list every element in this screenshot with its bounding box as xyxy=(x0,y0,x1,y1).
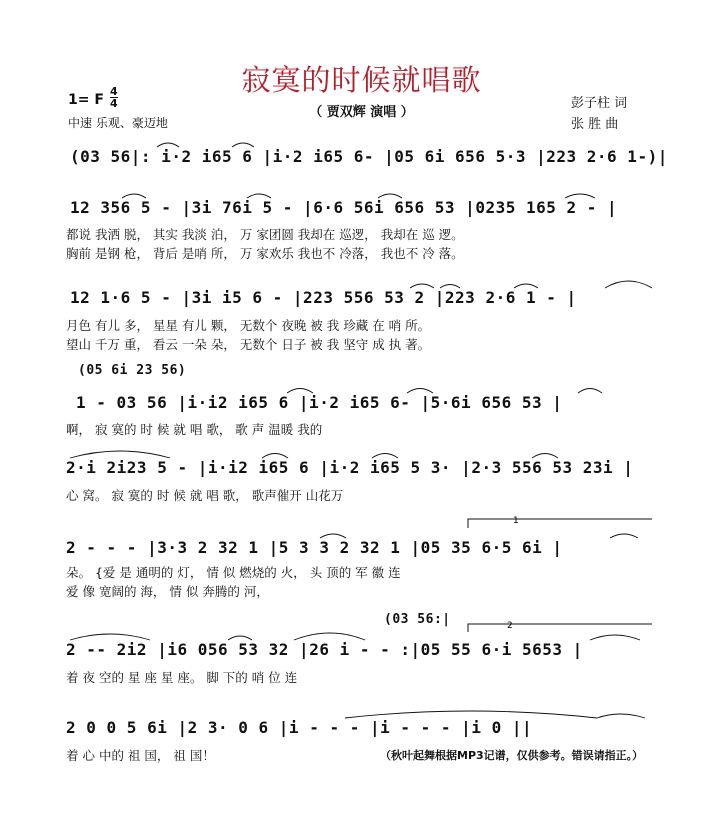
score-row-5-notes: 2·i 2i23 5 - |i·i2 i65 6 |i·2 i65 5 3· |2·3 556 53 23i | xyxy=(66,458,634,477)
performer-line: （ 贾双辉 演唱 ） xyxy=(309,105,414,120)
slur xyxy=(605,281,652,288)
volta-1-bracket xyxy=(468,519,652,528)
score-row-7-lyric-1: 着 夜 空的 星 座 星 座。 脚 下的 哨 位 连 xyxy=(66,670,298,685)
tempo-marking: 中速 乐观、豪迈地 xyxy=(68,116,168,130)
score-row-6-lyric-1: 朵。 {爱 是 通明的 灯， 情 似 燃烧的 火， 头 顶的 军 徽 连 xyxy=(66,565,401,580)
score-row-2-lyric-1: 都说 我洒 脱， 其实 我淡 泊， 万 家团圆 我却在 巡逻， 我却在 巡 逻。 xyxy=(66,227,464,242)
slur xyxy=(70,451,170,458)
composer-credit: 张 胜 曲 xyxy=(571,117,619,132)
score-row-6-lyric-2: 爱 像 宽阔的 海， 情 似 奔腾的 河， xyxy=(66,584,269,599)
score-row-4-intro: (05 6i 23 56) xyxy=(78,363,187,378)
slur xyxy=(294,633,365,640)
volta-2-bracket xyxy=(468,624,652,632)
score-row-1-notes: (03 56|: i·2 i65 6 |i·2 i65 6- |05 6i 656 5·3 |223 2·6 1-)| xyxy=(70,147,668,166)
slur xyxy=(597,714,645,718)
score-row-7-repeat-note: (03 56:| xyxy=(384,612,451,627)
volta-brackets xyxy=(468,519,652,632)
slur xyxy=(590,635,640,640)
score-row-2-notes: 12 356 5 - |3i 76i 5 - |6·6 56i 656 53 |0235 165 2 - | xyxy=(70,198,618,217)
time-signature-top: 4 xyxy=(110,85,118,98)
slur xyxy=(610,534,638,538)
score-row-8-notes: 2 0 0 5 6i |2 3· 0 6 |i - - - |i - - - |i 0 || xyxy=(66,718,533,737)
score-row-2-lyric-2: 胸前 是钢 枪， 背后 是哨 所， 万 家欢乐 我也不 冷落， 我也不 冷 落。 xyxy=(66,246,464,261)
lyricist-credit: 彭子柱 词 xyxy=(571,96,628,111)
slur xyxy=(578,389,602,394)
score-row-3-lyric-1: 月色 有儿 多， 星星 有儿 颗， 无数个 夜晚 被 我 珍藏 在 哨 所。 xyxy=(66,318,431,333)
score-row-8-lyric-1: 着 心 中的 祖 国， 祖 国！ xyxy=(66,748,215,763)
slur xyxy=(345,711,597,718)
time-signature-bottom: 4 xyxy=(110,97,118,110)
score-row-5-lyric-1: 心 窝。 寂 寞的 时 候 就 唱 歌， 歌声催开 山花万 xyxy=(66,488,344,503)
key-signature: 1= F xyxy=(68,92,104,108)
score-row-4-notes: 1 - 03 56 |i·i2 i65 6 |i·2 i65 6- |5·6i 656 53 | xyxy=(76,393,563,412)
score-row-6-notes: 2 - - - |3·3 2 32 1 |5 3 3 2 32 1 |05 35 6·5 6i | xyxy=(66,538,563,557)
score-row-7-notes: 2 -- 2i2 |i6 056 53 32 |26 i - - :|05 55 6·i 5653 | xyxy=(66,640,583,659)
score-row-4-lyric-1: 啊， 寂 寞的 时 候 就 唱 歌， 歌 声 温暖 我的 xyxy=(66,422,323,437)
score-row-3-notes: 12 1·6 5 - |3i i5 6 - |223 556 53 2 |223 2·6 1 - | xyxy=(70,288,577,307)
time-signature xyxy=(110,86,118,109)
footnote: （秋叶起舞根据MP3记谱，仅供参考。错误请指正。） xyxy=(380,749,644,762)
volta-2-label: 2 xyxy=(507,621,513,631)
score-row-3-lyric-2: 望山 千万 重， 看云 一朵 朵， 无数个 日子 被 我 坚守 成 执 著。 xyxy=(66,337,431,352)
song-title: 寂寞的时候就唱歌 xyxy=(241,63,482,97)
volta-1-label: 1 xyxy=(513,516,519,526)
